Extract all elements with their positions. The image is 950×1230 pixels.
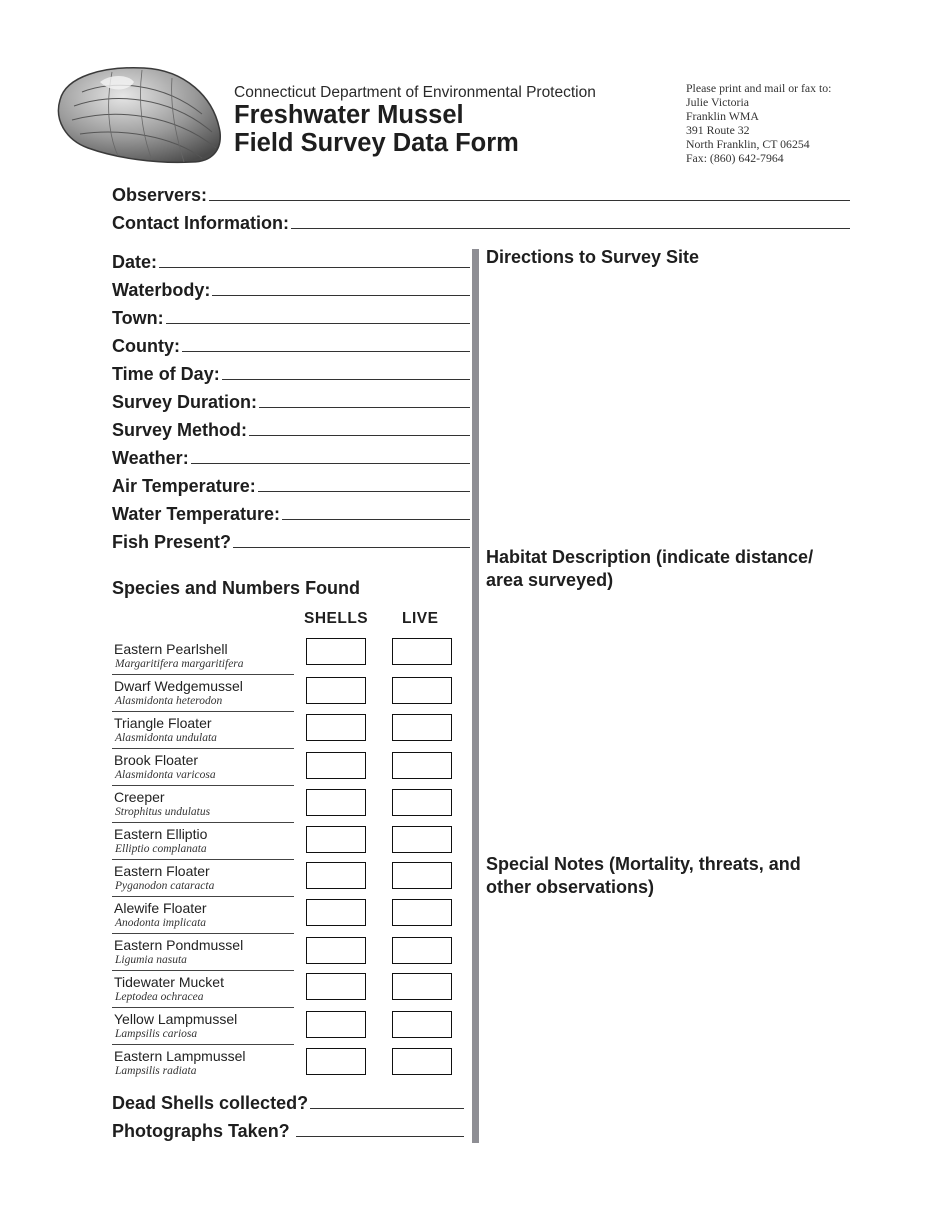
live-count-box[interactable] bbox=[392, 862, 452, 889]
species-scientific-name: Alasmidonta varicosa bbox=[115, 769, 216, 781]
species-common-name: Yellow Lampmussel bbox=[114, 1011, 238, 1027]
species-row bbox=[112, 637, 294, 675]
live-count-box[interactable] bbox=[392, 1048, 452, 1075]
shells-column-header: SHELLS bbox=[304, 610, 369, 627]
town-line[interactable] bbox=[166, 306, 470, 324]
shells-count-box[interactable] bbox=[306, 638, 366, 665]
species-row bbox=[112, 711, 294, 749]
water-temperature-label: Water Temperature: bbox=[112, 504, 281, 524]
county-label: County: bbox=[112, 336, 180, 356]
live-count-box[interactable] bbox=[392, 1011, 452, 1038]
water-temperature-field bbox=[112, 502, 470, 526]
species-common-name: Triangle Floater bbox=[114, 715, 212, 731]
species-scientific-name: Lampsilis cariosa bbox=[115, 1028, 198, 1040]
species-row bbox=[112, 785, 294, 823]
live-count-box[interactable] bbox=[392, 752, 452, 779]
species-common-name: Dwarf Wedgemussel bbox=[114, 678, 243, 694]
species-common-name: Eastern Elliptio bbox=[114, 826, 208, 842]
contact-field bbox=[112, 211, 850, 235]
species-scientific-name: Leptodea ochracea bbox=[115, 991, 204, 1003]
weather-field bbox=[112, 446, 470, 470]
county-line[interactable] bbox=[182, 334, 470, 352]
species-common-name: Eastern Floater bbox=[114, 863, 210, 879]
live-count-box[interactable] bbox=[392, 789, 452, 816]
species-common-name: Eastern Lampmussel bbox=[114, 1048, 246, 1064]
column-divider bbox=[472, 249, 479, 1143]
town-label: Town: bbox=[112, 308, 164, 328]
weather-label: Weather: bbox=[112, 448, 189, 468]
shells-count-box[interactable] bbox=[306, 826, 366, 853]
mail-street: 391 Route 32 bbox=[686, 123, 750, 137]
species-row bbox=[112, 1007, 294, 1045]
species-common-name: Creeper bbox=[114, 789, 165, 805]
survey-duration-line[interactable] bbox=[259, 390, 470, 408]
weather-line[interactable] bbox=[191, 446, 470, 464]
survey-duration-label: Survey Duration: bbox=[112, 392, 258, 412]
time-of-day-field bbox=[112, 362, 470, 386]
species-scientific-name: Elliptio complanata bbox=[115, 843, 207, 855]
survey-method-label: Survey Method: bbox=[112, 420, 248, 440]
live-count-box[interactable] bbox=[392, 826, 452, 853]
shells-count-box[interactable] bbox=[306, 752, 366, 779]
air-temperature-field bbox=[112, 474, 470, 498]
live-column-header: LIVE bbox=[402, 610, 439, 627]
waterbody-field bbox=[112, 278, 470, 302]
dead-shells-line[interactable] bbox=[310, 1091, 464, 1109]
species-row bbox=[112, 896, 294, 934]
live-count-box[interactable] bbox=[392, 677, 452, 704]
date-field bbox=[112, 250, 470, 274]
shells-count-box[interactable] bbox=[306, 714, 366, 741]
observers-line[interactable] bbox=[209, 183, 850, 201]
live-count-box[interactable] bbox=[392, 973, 452, 1000]
mail-fax: Fax: (860) 642-7964 bbox=[686, 151, 784, 165]
survey-duration-field bbox=[112, 390, 470, 414]
shells-count-box[interactable] bbox=[306, 789, 366, 816]
photographs-label: Photographs Taken? bbox=[112, 1121, 290, 1141]
directions-heading: Directions to Survey Site bbox=[486, 247, 700, 267]
species-title: Species and Numbers Found bbox=[112, 578, 361, 598]
species-row bbox=[112, 970, 294, 1008]
species-scientific-name: Lampsilis radiata bbox=[115, 1065, 197, 1077]
species-row bbox=[112, 1044, 294, 1081]
time-of-day-label: Time of Day: bbox=[112, 364, 220, 384]
mail-office: Franklin WMA bbox=[686, 109, 759, 123]
shells-count-box[interactable] bbox=[306, 899, 366, 926]
species-scientific-name: Ligumia nasuta bbox=[115, 954, 187, 966]
species-scientific-name: Alasmidonta undulata bbox=[115, 732, 217, 744]
contact-line[interactable] bbox=[291, 211, 850, 229]
department-name: Connecticut Department of Environmental Protection bbox=[234, 84, 596, 101]
species-scientific-name: Margaritifera margaritifera bbox=[115, 658, 244, 670]
mailing-address bbox=[686, 81, 831, 165]
shells-count-box[interactable] bbox=[306, 862, 366, 889]
shells-count-box[interactable] bbox=[306, 973, 366, 1000]
shells-count-box[interactable] bbox=[306, 1011, 366, 1038]
fish-present-field bbox=[112, 530, 470, 554]
species-common-name: Tidewater Mucket bbox=[114, 974, 224, 990]
air-temperature-label: Air Temperature: bbox=[112, 476, 256, 496]
species-common-name: Eastern Pondmussel bbox=[114, 937, 244, 953]
shells-count-box[interactable] bbox=[306, 677, 366, 704]
town-field bbox=[112, 306, 470, 330]
date-line[interactable] bbox=[159, 250, 470, 268]
observers-label: Observers: bbox=[112, 185, 208, 205]
observers-field bbox=[112, 183, 850, 207]
species-row bbox=[112, 933, 294, 971]
species-scientific-name: Pyganodon cataracta bbox=[115, 880, 215, 892]
mail-city: North Franklin, CT 06254 bbox=[686, 137, 810, 151]
survey-method-field bbox=[112, 418, 470, 442]
live-count-box[interactable] bbox=[392, 638, 452, 665]
survey-method-line[interactable] bbox=[249, 418, 470, 436]
photographs-line[interactable] bbox=[296, 1119, 464, 1137]
special-notes-heading: Special Notes (Mortality, threats, and other observations) bbox=[486, 854, 801, 897]
species-row bbox=[112, 822, 294, 860]
photographs-field bbox=[112, 1119, 464, 1143]
species-row bbox=[112, 859, 294, 897]
waterbody-label: Waterbody: bbox=[112, 280, 211, 300]
species-common-name: Eastern Pearlshell bbox=[114, 641, 228, 657]
species-scientific-name: Alasmidonta heterodon bbox=[115, 695, 223, 707]
species-scientific-name: Strophitus undulatus bbox=[115, 806, 211, 818]
dead-shells-field bbox=[112, 1091, 464, 1115]
species-scientific-name: Anodonta implicata bbox=[115, 917, 207, 929]
county-field bbox=[112, 334, 470, 358]
mail-contact-name: Julie Victoria bbox=[686, 95, 749, 109]
species-common-name: Alewife Floater bbox=[114, 900, 207, 916]
form-title-line1: Freshwater Mussel bbox=[234, 101, 464, 129]
air-temperature-line[interactable] bbox=[258, 474, 470, 492]
form-title bbox=[234, 101, 519, 157]
shells-count-box[interactable] bbox=[306, 937, 366, 964]
dead-shells-label: Dead Shells collected? bbox=[112, 1093, 309, 1113]
species-common-name: Brook Floater bbox=[114, 752, 199, 768]
date-label: Date: bbox=[112, 252, 158, 272]
species-row bbox=[112, 674, 294, 712]
water-temperature-line[interactable] bbox=[282, 502, 470, 520]
mussel-shell-icon bbox=[52, 62, 224, 166]
habitat-heading: Habitat Description (indicate distance/ area surveyed) bbox=[486, 547, 814, 590]
mail-instruction: Please print and mail or fax to: bbox=[686, 81, 832, 95]
fish-present-label: Fish Present? bbox=[112, 532, 232, 552]
live-count-box[interactable] bbox=[392, 714, 452, 741]
fish-present-line[interactable] bbox=[233, 530, 470, 548]
time-of-day-line[interactable] bbox=[222, 362, 470, 380]
contact-label: Contact Information: bbox=[112, 213, 289, 233]
species-row bbox=[112, 748, 294, 786]
live-count-box[interactable] bbox=[392, 899, 452, 926]
shells-count-box[interactable] bbox=[306, 1048, 366, 1075]
form-title-line2: Field Survey Data Form bbox=[234, 129, 519, 157]
live-count-box[interactable] bbox=[392, 937, 452, 964]
waterbody-line[interactable] bbox=[212, 278, 470, 296]
